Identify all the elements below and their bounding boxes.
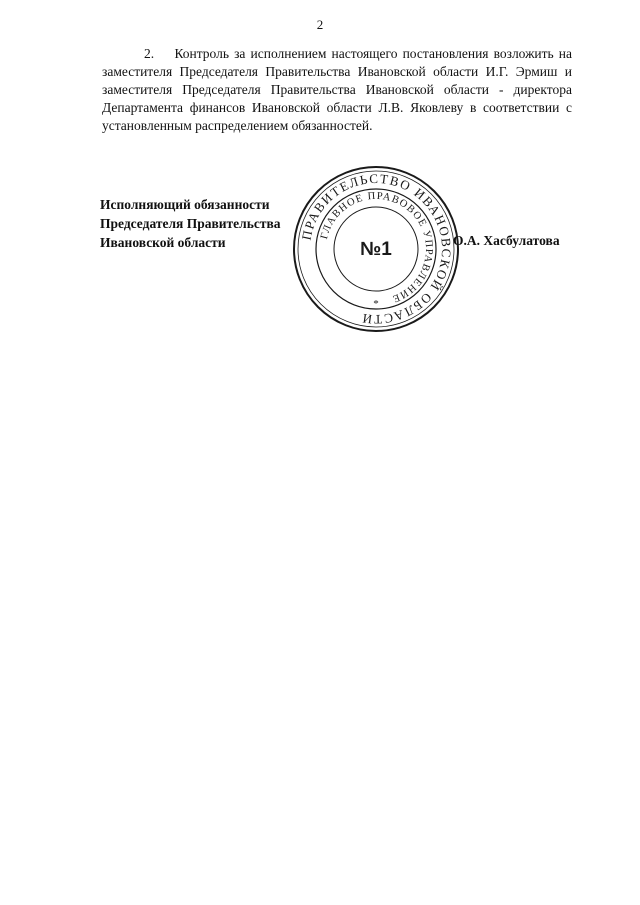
official-seal [292,165,460,333]
signature-position [100,195,281,252]
signer-name: О.А. Хасбулатова [453,233,560,248]
seal-number: №1 [360,239,392,260]
seal-star-icon: * [373,298,379,310]
page-number: 2 [316,17,324,32]
seal-graphic [292,165,460,333]
signature-position-line: Председателя Правительства [100,216,281,231]
signature-position-line: Ивановской области [100,235,226,250]
seal-outer-text: ПРАВИТЕЛЬСТВО ИВАНОВСКОЙ ОБЛАСТИ [298,170,455,328]
control-paragraph: 2. Контроль за исполнением настоящего постановления возложить на заместителя Председателя Правительства Ивановской области И.Г. Эрмиш и заместителя Председателя Правительства Ивановской области - директора Департамента финансов Ивановской области Л.В. Яковлеву в соответствии с установленным распределением обязанностей. [102,46,572,133]
signature-position-line: Исполняющий обязанности [100,197,270,212]
seal-inner-text: ГЛАВНОЕ ПРАВОВОЕ УПРАВЛЕНИЕ [319,190,435,305]
